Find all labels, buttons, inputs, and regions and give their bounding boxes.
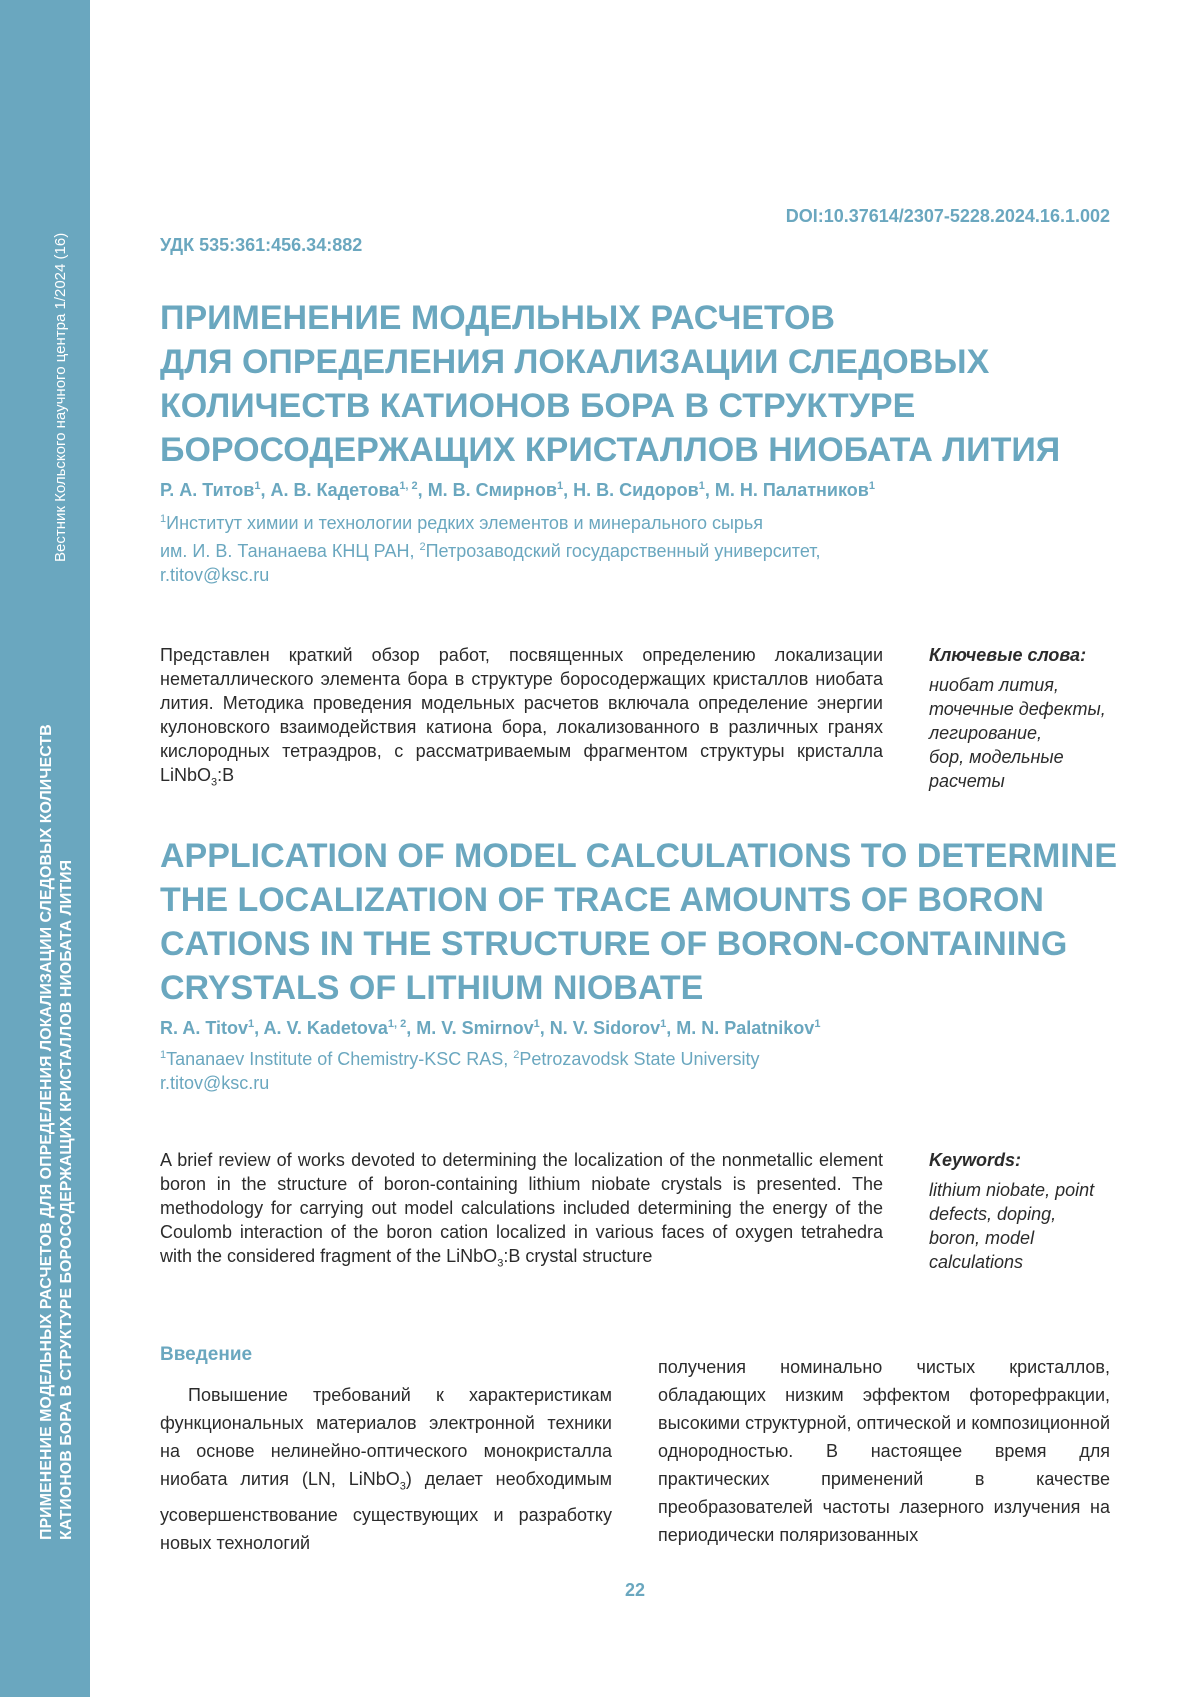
author-affil-sup: 1, 2 <box>387 1018 407 1030</box>
body-column-left <box>160 1381 612 1557</box>
sidebar-article-title <box>37 724 77 1540</box>
affil-sup: 1 <box>160 513 167 525</box>
title-ru-line: ДЛЯ ОПРЕДЕЛЕНИЯ ЛОКАЛИЗАЦИИ СЛЕДОВЫХ <box>160 343 990 381</box>
affil-ru-line1: Институт химии и технологии редких элементов и минерального сырья <box>166 513 764 533</box>
title-ru-line: ПРИМЕНЕНИЕ МОДЕЛЬНЫХ РАСЧЕТОВ <box>160 299 835 337</box>
author-name: M. V. Smirnov <box>416 1018 534 1038</box>
author-affil-sup: 1 <box>660 1018 667 1030</box>
sidebar-title-line1: ПРИМЕНЕНИЕ МОДЕЛЬНЫХ РАСЧЕТОВ ДЛЯ ОПРЕДЕЛЕНИЯ ЛОКАЛИЗАЦИИ СЛЕДОВЫХ КОЛИЧЕСТВ <box>38 724 55 1540</box>
author-name: A. V. Kadetova <box>263 1018 388 1038</box>
sidebar-journal-name: Вестник Кольского научного центра 1/2024 (16) <box>52 232 69 562</box>
sidebar-title-line2: КАТИОНОВ БОРА В СТРУКТУРЕ БОРОСОДЕРЖАЩИХ КРИСТАЛЛОВ НИОБАТА ЛИТИЯ <box>58 859 75 1540</box>
authors-english: R. A. Titov$^1$, A. V. Kadetova$^{1, 2}$, M. V. Smirnov$^1$, N. V. Sidorov$^1$, M. N. Palatnikov$^1$ <box>160 1018 821 1038</box>
author-affil-sup: 1 <box>868 480 875 492</box>
title-english <box>160 834 1120 1010</box>
title-en-line: APPLICATION OF MODEL CALCULATIONS TO DETERMINE <box>160 837 1118 875</box>
affil-sup: 2 <box>513 1049 520 1061</box>
title-ru-line: КОЛИЧЕСТВ КАТИОНОВ БОРА В СТРУКТУРЕ <box>160 387 916 425</box>
authors-russian: Р. А. Титов$^1$, А. В. Кадетова$^{1, 2}$, М. В. Смирнов$^1$, Н. В. Сидоров$^1$, М. Н. Палатников$^1$ <box>160 480 875 500</box>
title-ru-line: БОРОСОДЕРЖАЩИХ КРИСТАЛЛОВ НИОБАТА ЛИТИЯ <box>160 431 1061 469</box>
keyword-line: расчеты <box>929 771 1005 791</box>
section-heading-introduction: Введение <box>160 1344 253 1365</box>
title-en-line: CRYSTALS OF LITHIUM NIOBATE <box>160 969 704 1007</box>
title-en-line: THE LOCALIZATION OF TRACE AMOUNTS OF BORON <box>160 881 1044 919</box>
body-column-right: получения номинально чистых кристаллов, обладающих низким эффектом фоторефракции, высокими структурной, оптической и композиционной однородностью. В настоящее время для практических применений в качестве преобразователей частоты лазерного излучения на периодически поляризованных <box>658 1357 1110 1545</box>
keyword-line: точечные дефекты, <box>929 699 1106 719</box>
intro-text-a: Повышение требований к характеристикам функциональных материалов электронной техники на основе нелинейно-оптического монокристалла ниобата лития (LN, LiNbO <box>160 1385 612 1489</box>
subscript: 3 <box>211 776 218 789</box>
udk-code: УДК 535:361:456.34:882 <box>160 235 363 255</box>
author-affil-sup: 1 <box>698 480 705 492</box>
author-affil-sup: 1 <box>557 480 564 492</box>
affiliations-english <box>160 1043 760 1095</box>
affil-en-b: Petrozavodsk State University <box>519 1049 760 1069</box>
author-affil-sup: 1 <box>254 480 261 492</box>
author-name: R. A. Titov <box>160 1018 249 1038</box>
keyword-line: defects, doping, <box>929 1204 1057 1224</box>
intro-text-b: ) делает необходимым усовершенствование существующих и разработку новых технологий <box>160 1469 613 1553</box>
doi[interactable]: DOI:10.37614/2307-5228.2024.16.1.002 <box>785 206 1110 226</box>
affil-en-a: Tananaev Institute of Chemistry-KSC RAS, <box>166 1049 514 1069</box>
keyword-line: lithium niobate, point <box>929 1180 1095 1200</box>
author-affil-sup: 1 <box>814 1018 821 1030</box>
abstract-en-text: A brief review of works devoted to determining the localization of the nonmetallic element boron in the structure of boron-containing lithium niobate crystals is presented. The methodology for carrying out model calculations included determining the energy of the Coulomb interaction of the boron cation localized in various faces of oxygen tetrahedra with the considered fragment of the LiNbO <box>160 1150 883 1266</box>
journal-sidebar <box>0 0 90 1697</box>
subscript: 3 <box>399 1480 406 1493</box>
affiliations-russian <box>160 507 820 587</box>
author-affil-sup: 1 <box>248 1018 255 1030</box>
keyword-line: ниобат лития, <box>929 675 1059 695</box>
keyword-line: calculations <box>929 1252 1024 1272</box>
subscript: 3 <box>497 1257 504 1270</box>
title-en-line: CATIONS IN THE STRUCTURE OF BORON-CONTAINING <box>160 925 1068 963</box>
page-number: 22 <box>624 1580 646 1600</box>
affil-ru-line2a: им. И. В. Тананаева КНЦ РАН, <box>160 541 420 561</box>
affil-sup: 1 <box>160 1049 167 1061</box>
keywords-heading: Ключевые слова: <box>929 645 1087 665</box>
abstract-ru-tail: :B <box>217 765 235 785</box>
author-name: М. В. Смирнов <box>427 480 557 500</box>
affil-sup: 2 <box>419 541 426 553</box>
author-name: N. V. Sidorov <box>549 1018 661 1038</box>
email-link[interactable]: r.titov@ksc.ru <box>160 1073 270 1093</box>
keyword-line: легирование, <box>929 723 1043 743</box>
author-name: Н. В. Сидоров <box>573 480 699 500</box>
author-name: А. В. Кадетова <box>270 480 400 500</box>
author-name: Р. А. Титов <box>160 480 255 500</box>
abstract-ru-text: Представлен краткий обзор работ, посвященных определению локализации неметаллического элемента бора в структуре боросодержащих кристаллов ниобата лития. Методика проведения модельных расчетов включала определение энергии кулоновского взаимодействия катиона бора, локализованного в различных гранях кислородных тетраэдров, с рассматриваемым фрагментом структуры кристалла LiNbO <box>160 645 883 785</box>
author-affil-sup: 1 <box>533 1018 540 1030</box>
keyword-line: boron, model <box>929 1228 1035 1248</box>
author-name: M. N. Palatnikov <box>676 1018 815 1038</box>
keywords-russian <box>929 643 1129 793</box>
affil-ru-line2b: Петрозаводский государственный университет, <box>425 541 821 561</box>
keywords-heading: Keywords: <box>929 1150 1022 1170</box>
author-name: М. Н. Палатников <box>714 480 869 500</box>
title-russian <box>160 296 1120 472</box>
abstract-russian <box>160 643 883 795</box>
abstract-en-tail: :B crystal structure <box>503 1246 653 1266</box>
keyword-line: бор, модельные <box>929 747 1064 767</box>
email-link[interactable]: r.titov@ksc.ru <box>160 565 270 585</box>
keywords-english <box>929 1148 1129 1274</box>
author-affil-sup: 1, 2 <box>399 480 418 492</box>
abstract-english <box>160 1148 883 1276</box>
